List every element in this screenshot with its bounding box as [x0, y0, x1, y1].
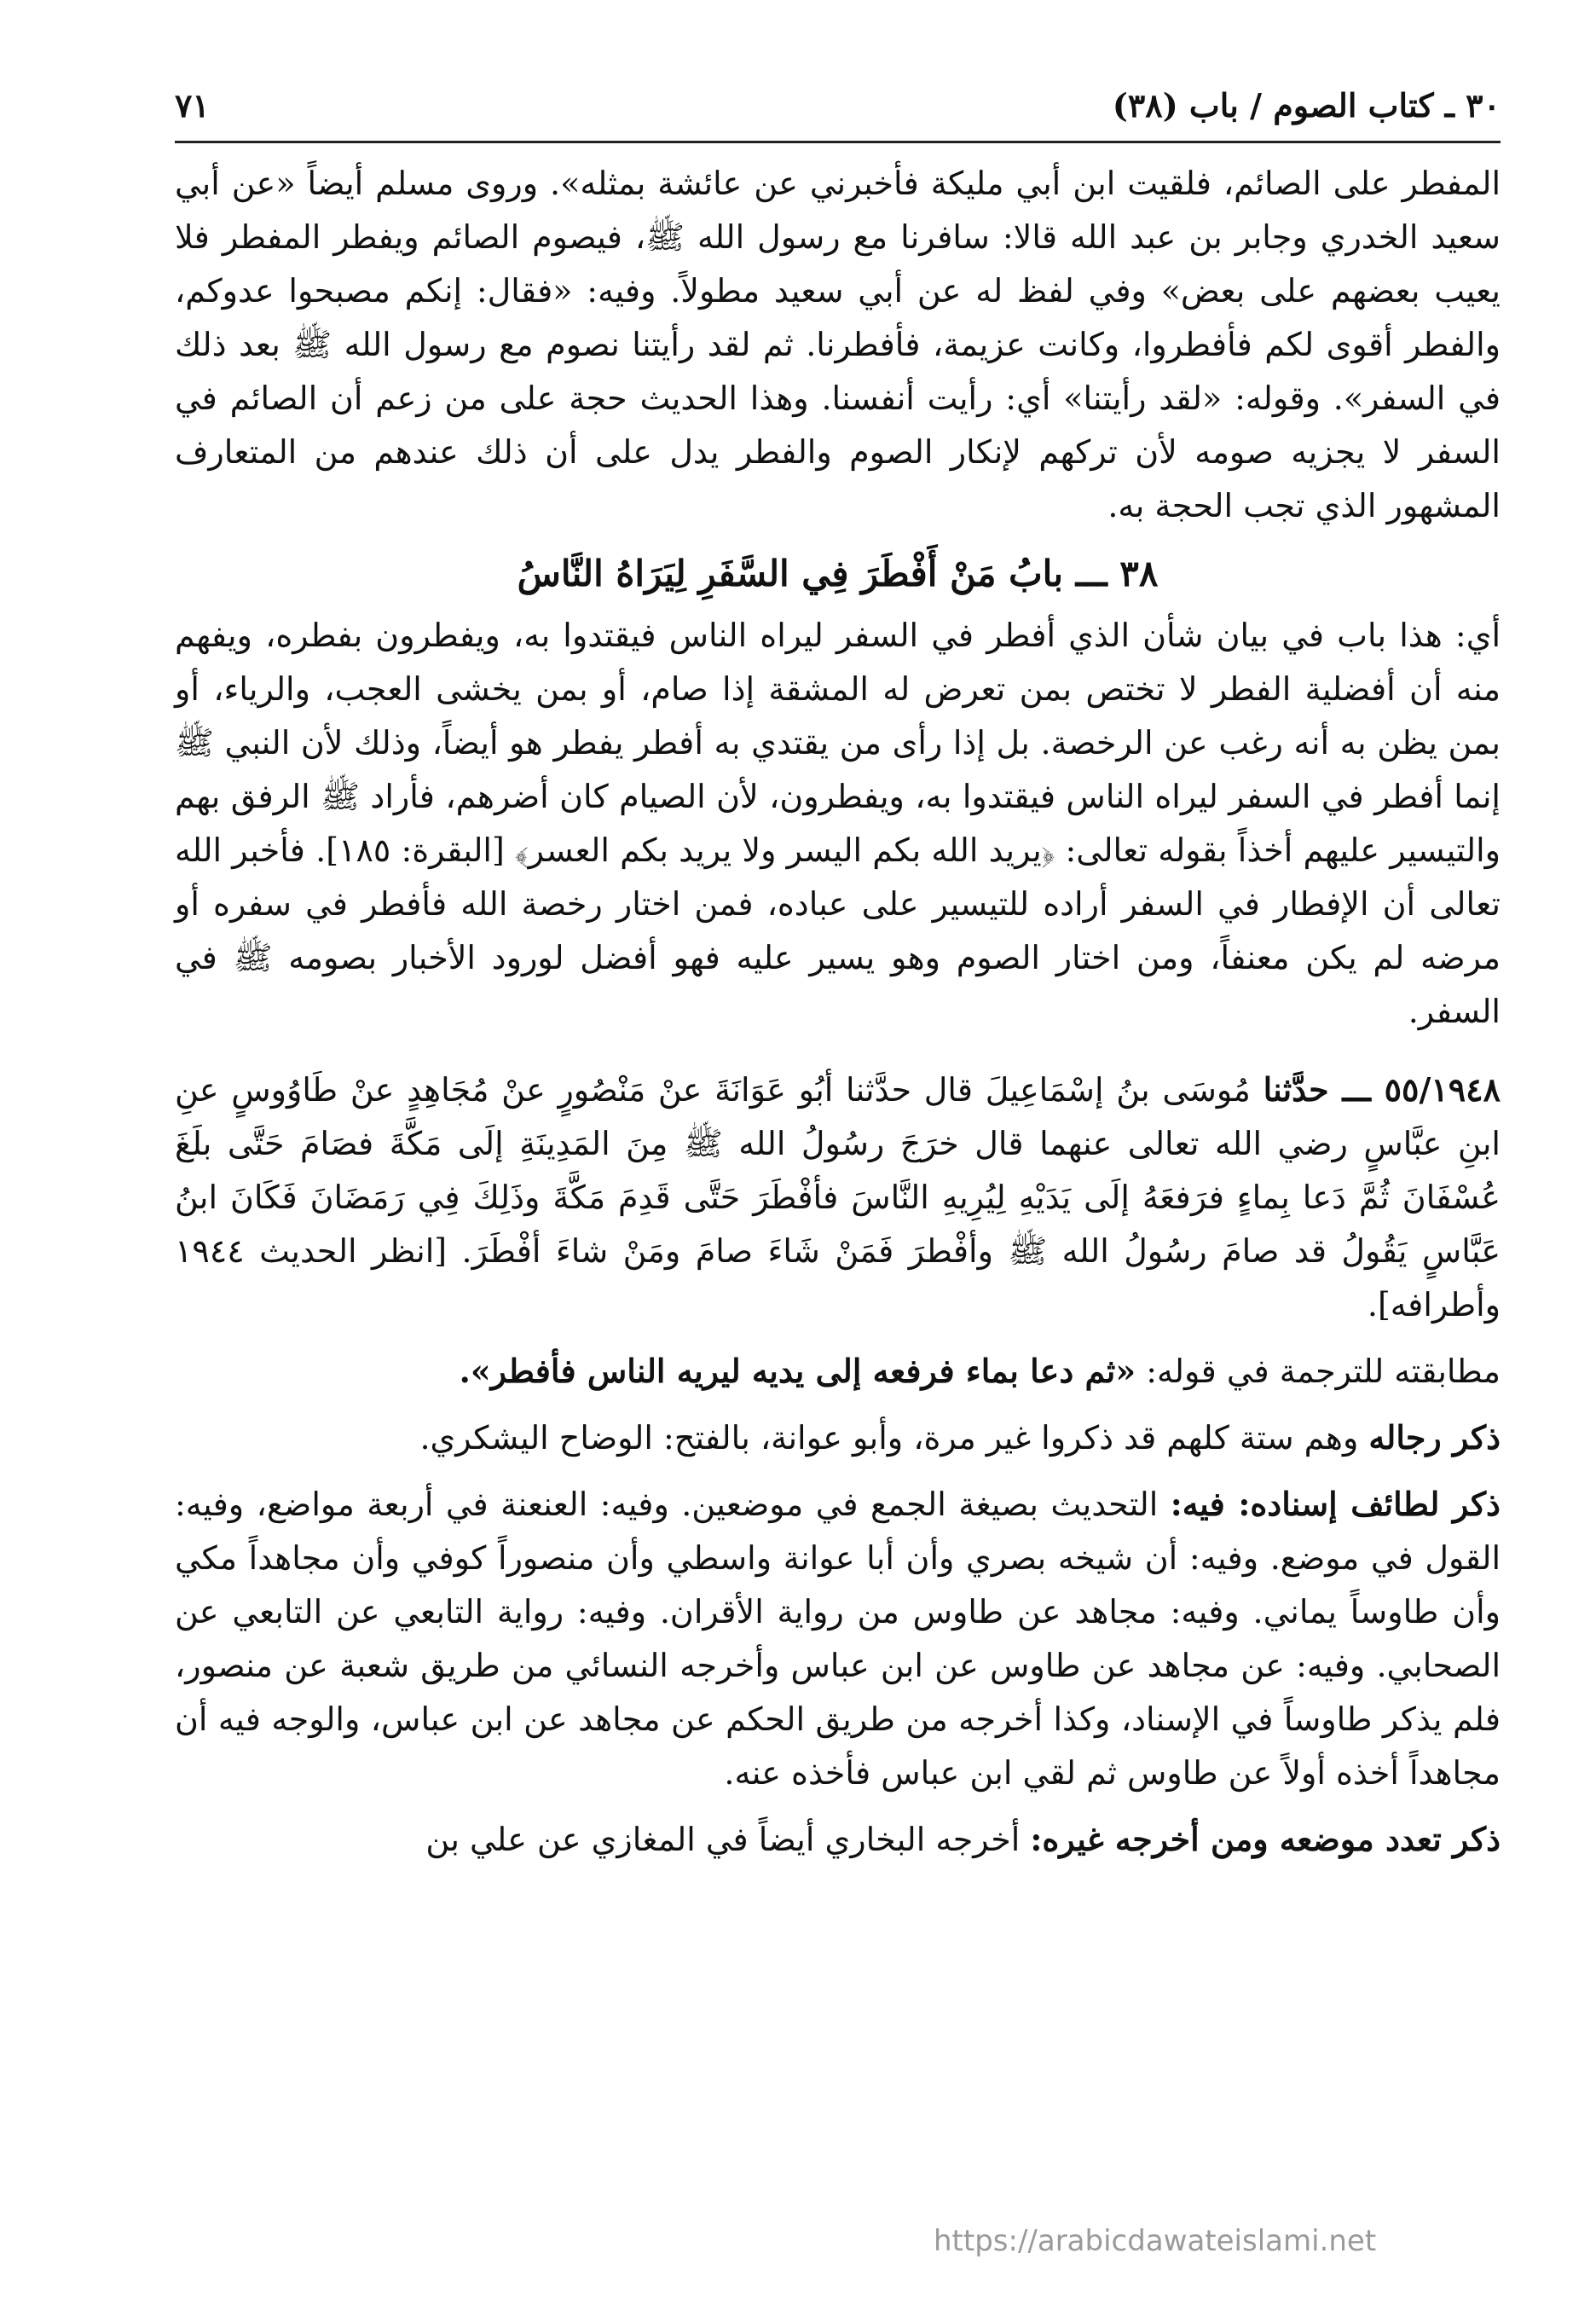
- watermark-url: https://arabicdawateislami.net: [934, 2224, 1377, 2258]
- paragraph-3-lead: مطابقته للترجمة في قوله:: [1146, 1353, 1501, 1390]
- paragraph-4-text: وهم ستة كلهم قد ذكروا غير مرة، وأبو عوانة، بالفتح: الوضاح اليشكري.: [419, 1419, 1359, 1457]
- paragraph-2: أي: هذا باب في بيان شأن الذي أفطر في السفر ليراه الناس فيقتدوا به، ويفطرون بفطره، ويفهم منه أن أفضلية الفطر لا تختص بمن تعرض له المشقة إذا صام، أو بمن يخشى العجب، والرياء، أو بمن يظن به أنه رغب عن الرخصة. بل إذا رأى من يقتدي به أفطر يفطر هو أيضاً، وذلك لأن النبي ﷺ إنما أفطر في السفر ليراه الناس فيقتدوا به، ويفطرون، لأن الصيام كان أضرهم، فأراد ﷺ الرفق بهم والتيسير عليهم أخذاً بقوله تعالى: ﴿يريد الله بكم اليسر ولا يريد بكم العسر﴾ [البقرة: ١٨٥]. فأخبر الله تعالى أن الإفطار في السفر أراده للتيسير على عباده، فمن اختار رخصة الله فأفطر في سفره أو مرضه لم يكن معنفاً، ومن اختار الصوم وهو يسير عليه فهو أفضل لورود الأخبار بصومه ﷺ في السفر.: [175, 617, 1501, 1030]
- paragraph-3: [175, 1344, 1501, 1399]
- paragraph-3-quote: «ثم دعا بماء فرفعه إلى يديه ليريه الناس فأفطر».: [459, 1352, 1136, 1390]
- paragraph-6: [175, 1812, 1501, 1867]
- paragraph-5: [175, 1477, 1501, 1800]
- paragraph-5-lead: ذكر لطائف إسناده: فيه:: [1170, 1485, 1501, 1523]
- paragraph-4-lead: ذكر رجاله: [1368, 1418, 1501, 1457]
- paragraph-5-text: التحديث بصيغة الجمع في موضعين. وفيه: العنعنة في أربعة مواضع، وفيه: القول في موضع. وفيه: أن شيخه بصري وأن أبا عوانة واسطي وأن منصوراً كوفي وأن مجاهداً مكي وأن طاوساً يماني. وفيه: مجاهد عن طاوس من رواية الأقران. وفيه: رواية التابعي عن التابعي عن الصحابي. وفيه: عن مجاهد عن طاوس عن ابن عباس وأخرجه النسائي من طريق شعبة عن منصور، فلم يذكر طاوساً في الإسناد، وكذا أخرجه من طريق الحكم عن مجاهد عن ابن عباس، والوجه فيه أن مجاهداً أخذه أولاً عن طاوس ثم لقي ابن عباس فأخذه عنه.: [175, 1486, 1501, 1792]
- paragraph-6-lead: ذكر تعدد موضعه ومن أخرجه غيره:: [1030, 1820, 1501, 1858]
- hadith-number: ٥٥/١٩٤٨ ـــ حدَّثنا: [1263, 1070, 1501, 1109]
- hadith-text: مُوسَى بنُ إسْمَاعِيلَ قال حدَّثنا أبُو عَوَانَةَ عنْ مَنْصُورٍ عنْ مُجَاهِدٍ عنْ طَاوُوسٍ عنِ ابنِ عبَّاسٍ رضي الله تعالى عنهما قال خرَجَ رسُولُ الله ﷺ مِنَ المَدِينَةِ إلَى مَكَّةَ فصَامَ حَتَّى بلَغَ عُسْفَانَ ثُمَّ دَعا بِماءٍ فرَفعَهُ إلَى يَدَيْهِ لِيُرِيهِ النَّاسَ فأفْطَرَ حَتَّى قَدِمَ مَكَّةَ وذَلِكَ فِي رَمَضَانَ فَكَانَ ابنُ عَبَّاسٍ يَقُولُ قد صامَ رسُولُ الله ﷺ وأفْطرَ فَمَنْ شَاءَ صامَ ومَنْ شاءَ أفْطَرَ. [انظر الحديث ١٩٤٤ وأطرافه].: [175, 1071, 1501, 1324]
- paragraph-1: المفطر على الصائم، فلقيت ابن أبي مليكة فأخبرني عن عائشة بمثله». وروى مسلم أيضاً «عن أبي سعيد الخدري وجابر بن عبد الله قالا: سافرنا مع رسول الله ﷺ، فيصوم الصائم ويفطر المفطر فلا يعيب بعضهم على بعض» وفي لفظ له عن أبي سعيد مطولاً. وفيه: «فقال: إنكم مصبحوا عدوكم، والفطر أقوى لكم فأفطروا، وكانت عزيمة، فأفطرنا. ثم لقد رأيتنا نصوم مع رسول الله ﷺ بعد ذلك في السفر». وقوله: «لقد رأيتنا» أي: رأيت أنفسنا. وهذا الحديث حجة على من زعم أن الصائم في السفر لا يجزيه صومه لأن تركهم لإنكار الصوم والفطر يدل على أن ذلك عندهم من المتعارف المشهور الذي تجب الحجة به.: [175, 165, 1501, 524]
- paragraph-4: [175, 1410, 1501, 1465]
- chapter-heading: ٣٨ ـــ بابُ مَنْ أَفْطَرَ فِي السَّفَرِ لِيَرَاهُ النَّاسُ: [517, 553, 1159, 594]
- hadith-paragraph: [175, 1063, 1501, 1332]
- paragraph-6-text: أخرجه البخاري أيضاً في المغازي عن علي بن: [425, 1821, 1021, 1858]
- page-header: [175, 81, 1501, 143]
- page-body: [175, 157, 1501, 1867]
- running-title: ٣٠ ـ كتاب الصوم / باب (٣٨): [1112, 86, 1501, 125]
- page-number: ٧١: [175, 86, 210, 125]
- book-page: [175, 81, 1501, 1867]
